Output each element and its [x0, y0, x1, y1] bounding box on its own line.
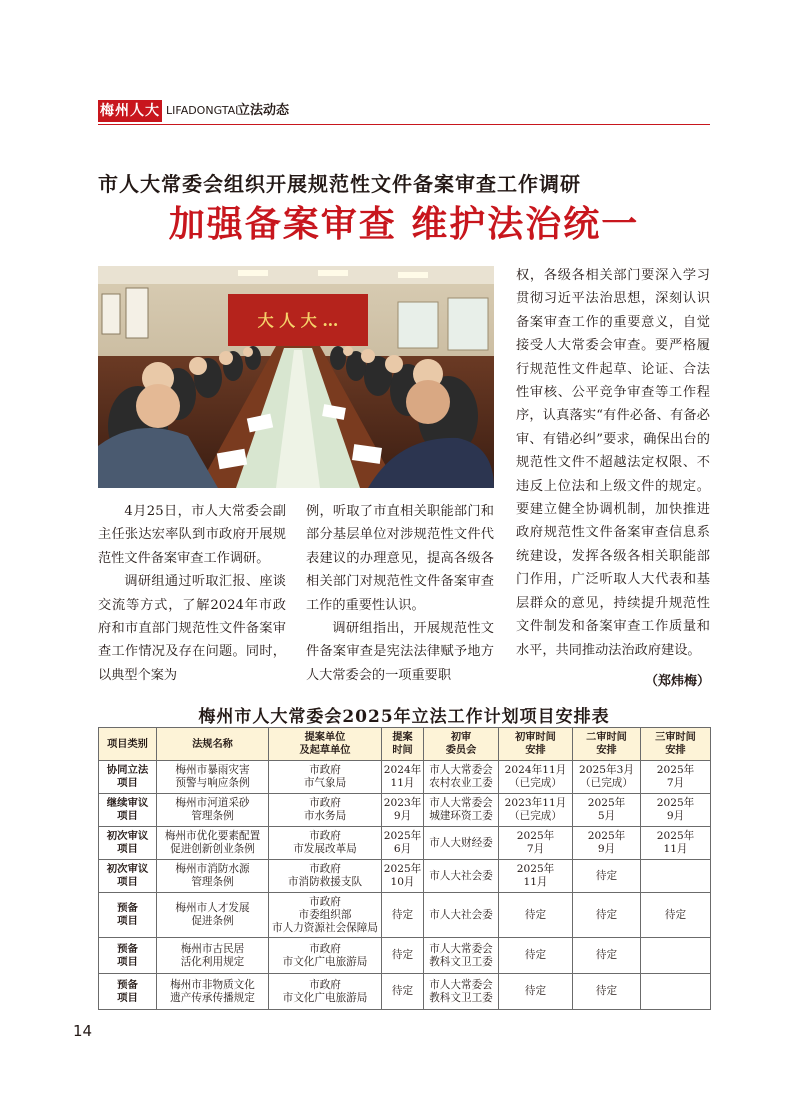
- photo-banner-text: 大 人 大 …: [257, 311, 339, 330]
- legislation-plan-table: [98, 727, 711, 1010]
- table-cell-cmte: 市人大常委会 教科文卫工委: [424, 938, 499, 974]
- table-cell-t1: 2023年11月 （已完成）: [499, 794, 573, 827]
- meeting-photo: [98, 266, 494, 488]
- table-cell-unit: 市政府 市委组织部 市人力资源社会保障局: [269, 893, 382, 938]
- table-cell-t3: [641, 860, 711, 893]
- table-cell-name: 梅州市古民居 活化利用规定: [157, 938, 269, 974]
- table-row: [99, 860, 711, 893]
- table-cell-t1: 2025年 7月: [499, 827, 573, 860]
- table-cell-time: 2025年 10月: [382, 860, 424, 893]
- table-cell-t2: 待定: [573, 974, 641, 1010]
- table-cell-name: 梅州市非物质文化 遗产传承传播规定: [157, 974, 269, 1010]
- table-row: [99, 938, 711, 974]
- table-cell-cat: 继续审议 项目: [99, 794, 157, 827]
- table-cell-name: 梅州市河道采砂 管理条例: [157, 794, 269, 827]
- table-cell-t3: [641, 974, 711, 1010]
- table-row: [99, 761, 711, 794]
- table-cell-cat: 协同立法 项目: [99, 761, 157, 794]
- table-cell-time: 待定: [382, 938, 424, 974]
- table-cell-name: 梅州市消防水源 管理条例: [157, 860, 269, 893]
- table-cell-cat: 初次审议 项目: [99, 827, 157, 860]
- table-cell-cmte: 市人大常委会 农村农业工委: [424, 761, 499, 794]
- article-column-1: [98, 500, 286, 687]
- page-number: 14: [73, 1022, 93, 1040]
- table-cell-time: 待定: [382, 974, 424, 1010]
- table-cell-t1: 待定: [499, 974, 573, 1010]
- table-cell-cat: 预备 项目: [99, 938, 157, 974]
- meeting-photo-illustration: [98, 266, 494, 488]
- table-cell-cat: 预备 项目: [99, 893, 157, 938]
- table-cell-unit: 市政府 市文化广电旅游局: [269, 974, 382, 1010]
- table-cell-cmte: 市人大常委会 教科文卫工委: [424, 974, 499, 1010]
- table-header-row: [99, 728, 711, 761]
- article-paragraph: 调研组指出，开展规范性文件备案审查是宪法法律赋予地方人大常委会的一项重要职: [306, 621, 494, 683]
- table-cell-t2: 2025年3月 （已完成）: [573, 761, 641, 794]
- table-cell-cmte: 市人大常委会 城建环资工委: [424, 794, 499, 827]
- section-name-en: LIFADONGTAI: [166, 104, 239, 117]
- table-cell-t2: 待定: [573, 893, 641, 938]
- table-cell-cmte: 市人大社会委: [424, 893, 499, 938]
- table-cell-time: 2024年 11月: [382, 761, 424, 794]
- table-cell-t3: 待定: [641, 893, 711, 938]
- table-cell-unit: 市政府 市消防救援支队: [269, 860, 382, 893]
- table-cell-t2: 待定: [573, 938, 641, 974]
- header-cell: 初审 委员会: [424, 728, 499, 761]
- table-cell-t1: 待定: [499, 938, 573, 974]
- table-cell-t2: 2025年 9月: [573, 827, 641, 860]
- table-cell-unit: 市政府 市水务局: [269, 794, 382, 827]
- table-cell-unit: 市政府 市发展改革局: [269, 827, 382, 860]
- header-cell: 法规名称: [157, 728, 269, 761]
- table-row: [99, 827, 711, 860]
- table-cell-t3: 2025年 9月: [641, 794, 711, 827]
- table-cell-cat: 初次审议 项目: [99, 860, 157, 893]
- article-paragraph: 4月25日，市人大常委会副主任张达宏率队到市政府开展规范性文件备案审查工作调研。: [98, 504, 286, 566]
- header-rule: [98, 124, 710, 125]
- article-paragraph: 调研组通过听取汇报、座谈交流等方式，了解2024年市政府和市直部门规范性文件备案审查工作情况及存在问题。同时，以典型个案为: [98, 574, 286, 683]
- header-cell: 初审时间 安排: [499, 728, 573, 761]
- table-cell-time: 2025年 6月: [382, 827, 424, 860]
- header-cell: 提案 时间: [382, 728, 424, 761]
- header-cell: 二审时间 安排: [573, 728, 641, 761]
- table-cell-cat: 预备 项目: [99, 974, 157, 1010]
- article-paragraph: 权，各级各相关部门要深入学习贯彻习近平法治思想，深刻认识备案审查工作的重要意义，自觉接受人大常委会审查。要严格履行规范性文件起草、论证、合法性审核、公平竞争审查等工作程序，认真落实“有件必备、有备必审、有错必纠”要求，确保出台的规范性文件不超越法定权限、不违反上位法和上级文件的规定。要建立健全协调机制，加快推进政府规范性文件备案审查信息系统建设，发挥各级各相关职能部门作用，广泛听取人大代表和基层群众的意见，持续提升规范性文件制发和备案审查工作质量和水平，共同推动法治政府建设。: [516, 268, 710, 658]
- table-cell-t2: 2025年 5月: [573, 794, 641, 827]
- table-cell-cmte: 市人大财经委: [424, 827, 499, 860]
- table-row: [99, 893, 711, 938]
- table-cell-time: 待定: [382, 893, 424, 938]
- table-cell-t1: 2025年 11月: [499, 860, 573, 893]
- article-column-3: [516, 264, 710, 662]
- table-cell-t3: 2025年 11月: [641, 827, 711, 860]
- article-column-2: [306, 500, 494, 687]
- table-cell-name: 梅州市优化要素配置 促进创新创业条例: [157, 827, 269, 860]
- section-name-cn: 立法动态: [237, 103, 290, 118]
- table-cell-time: 2023年 9月: [382, 794, 424, 827]
- header-cell: 项目类别: [99, 728, 157, 761]
- table-cell-t1: 2024年11月 （已完成）: [499, 761, 573, 794]
- magazine-logo: 梅州人大: [98, 100, 162, 122]
- table-title: 梅州市人大常委会2025年立法工作计划项目安排表: [198, 707, 610, 727]
- article-paragraph: 例，听取了市直相关职能部门和部分基层单位对涉规范性文件代表建议的办理意见，提高各级各相关部门对规范性文件备案审查工作的重要性认识。: [306, 504, 494, 613]
- article-author: （郑炜梅）: [644, 674, 710, 689]
- table-cell-cmte: 市人大社会委: [424, 860, 499, 893]
- article-subtitle: 市人大常委会组织开展规范性文件备案审查工作调研: [98, 172, 581, 196]
- table-cell-t3: [641, 938, 711, 974]
- table-cell-name: 梅州市暴雨灾害 预警与响应条例: [157, 761, 269, 794]
- table-cell-unit: 市政府 市气象局: [269, 761, 382, 794]
- article-title: 加强备案审查 维护法治统一: [168, 203, 640, 245]
- table-row: [99, 974, 711, 1010]
- header-cell: 三审时间 安排: [641, 728, 711, 761]
- table-cell-t3: 2025年 7月: [641, 761, 711, 794]
- table-cell-name: 梅州市人才发展 促进条例: [157, 893, 269, 938]
- table-cell-t2: 待定: [573, 860, 641, 893]
- header-cell: 提案单位 及起草单位: [269, 728, 382, 761]
- table-cell-unit: 市政府 市文化广电旅游局: [269, 938, 382, 974]
- table-cell-t1: 待定: [499, 893, 573, 938]
- table-row: [99, 794, 711, 827]
